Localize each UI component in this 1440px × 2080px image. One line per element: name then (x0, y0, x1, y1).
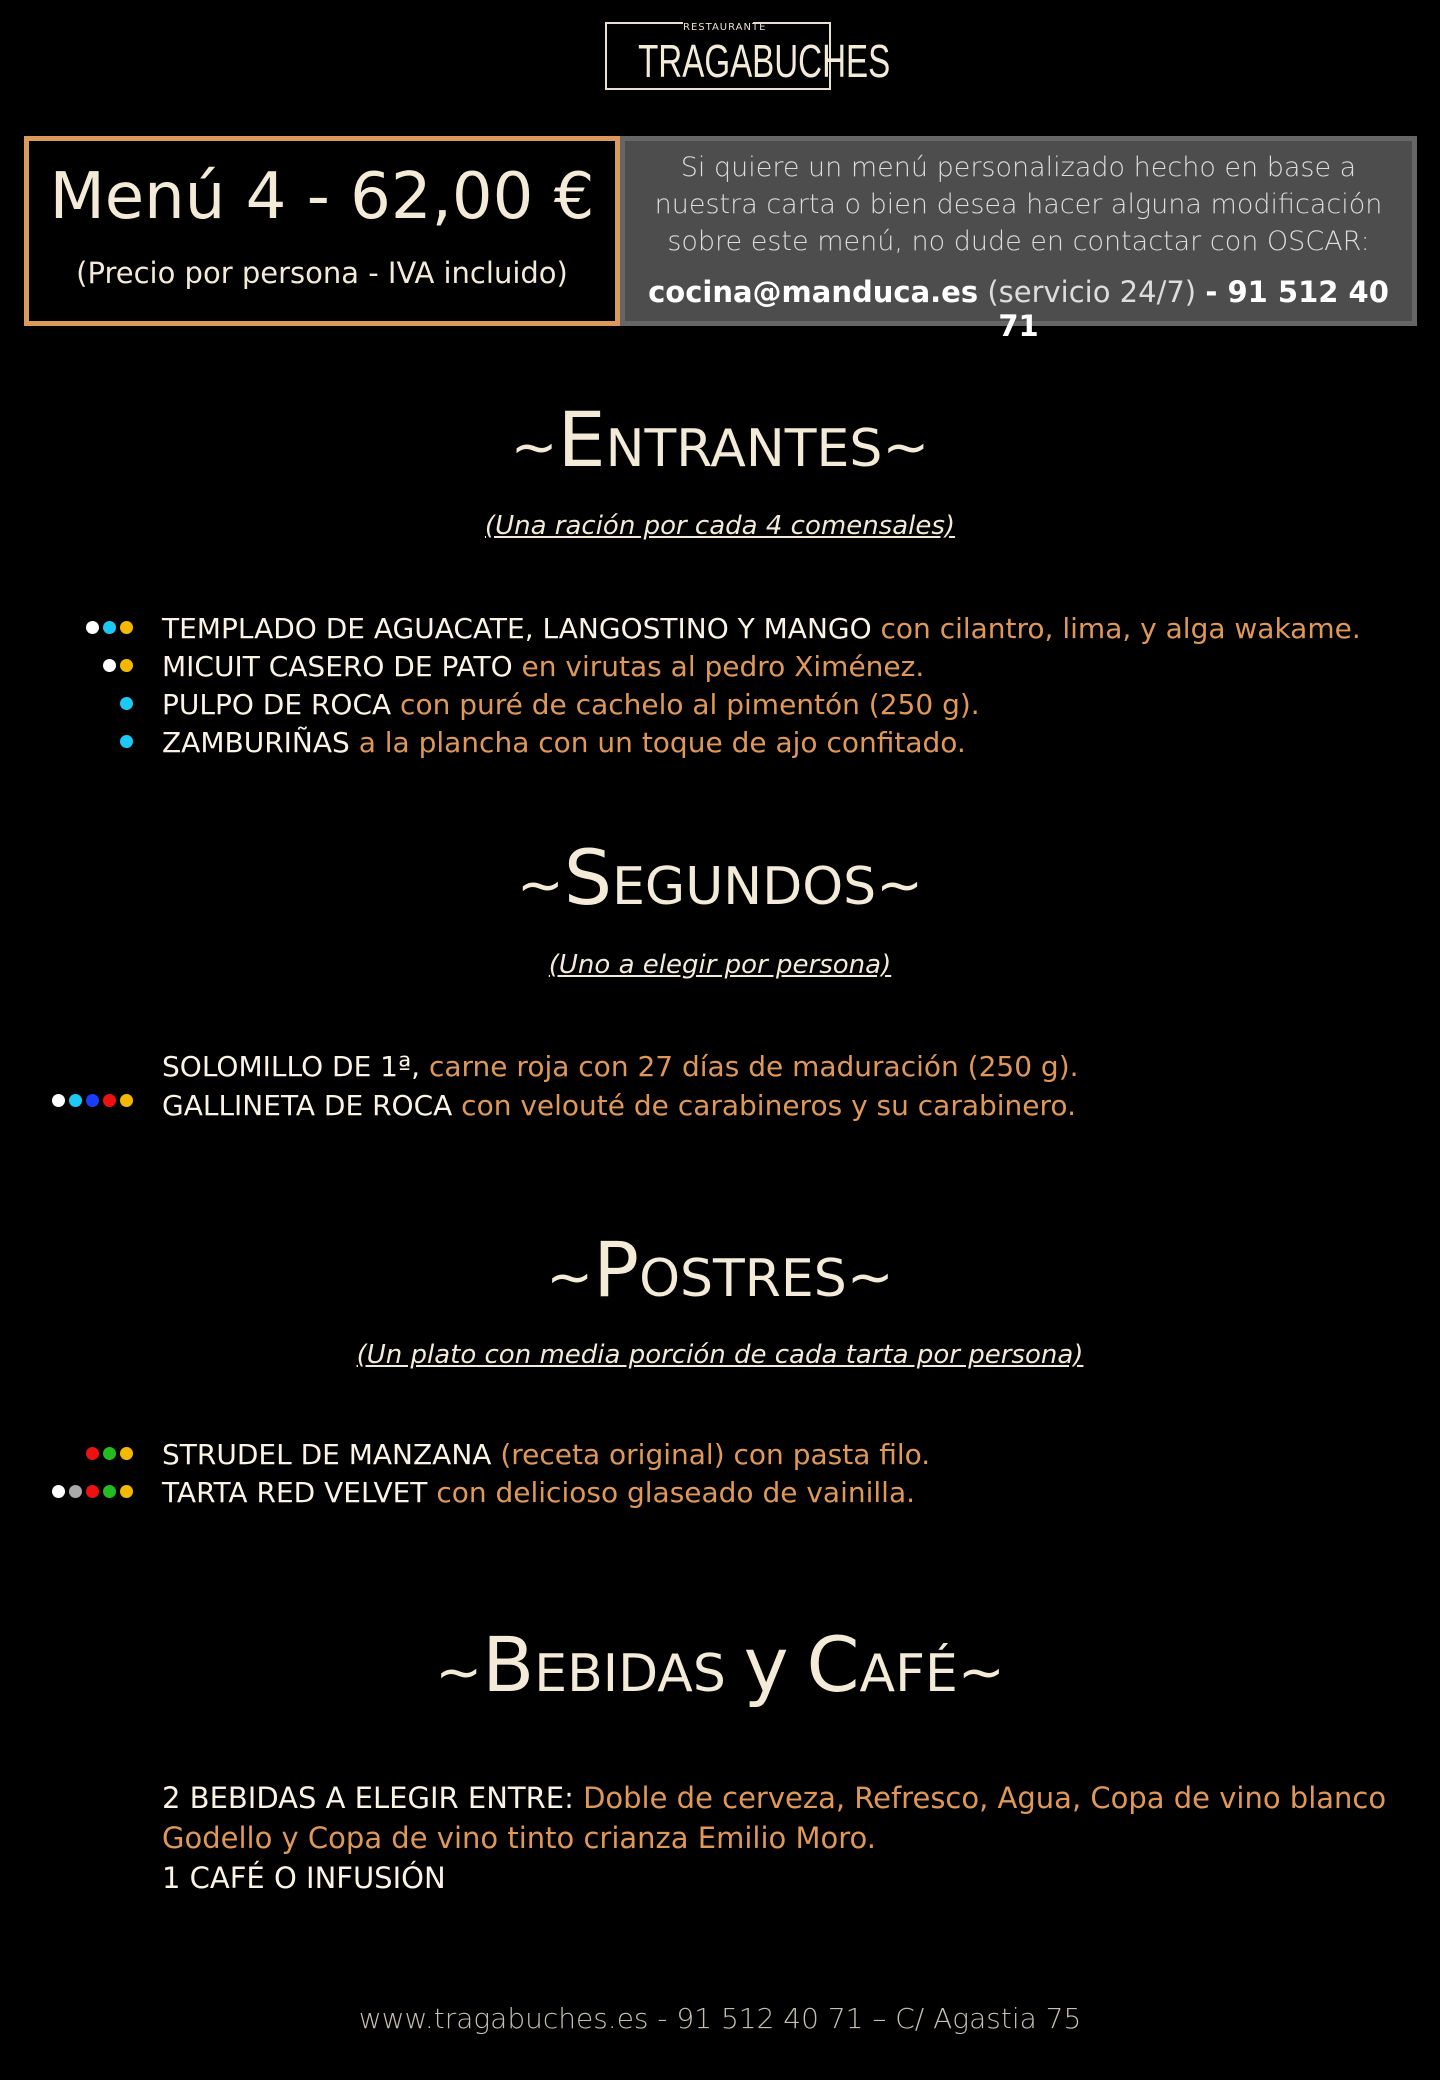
allergen-dot (103, 659, 116, 672)
logo-tagline: RESTAURANTE (683, 22, 767, 33)
menu-item (162, 1048, 1079, 1086)
dish-description: (receta original) con pasta filo. (491, 1438, 931, 1471)
dish-description: a la plancha con un toque de ajo confitado. (349, 726, 966, 759)
allergen-bullets (103, 659, 133, 673)
allergen-dot (120, 1094, 133, 1107)
menu-item (162, 610, 1361, 648)
dish-name: SOLOMILLO DE 1ª, (162, 1050, 421, 1083)
dish-name: TARTA RED VELVET (162, 1476, 428, 1509)
dish-description: con delicioso glaseado de vainilla. (427, 1476, 916, 1509)
restaurant-logo (605, 22, 891, 90)
allergen-dot (52, 1094, 65, 1107)
section-title-entrantes: ~ENTRANTES~ (510, 395, 930, 484)
allergen-dot (86, 1447, 99, 1460)
footer-contact: www.tragabuches.es - 91 512 40 71 – C/ Agastia 75 (358, 2002, 1082, 2035)
allergen-dot (103, 621, 116, 634)
allergen-bullets (120, 735, 133, 749)
section-title-postres: ~POSTRES~ (546, 1225, 894, 1314)
drinks-label: 2 BEBIDAS A ELEGIR ENTRE: (162, 1781, 574, 1815)
drinks-line-1 (162, 1778, 1402, 1858)
section-title-segundos: ~SEGUNDOS~ (516, 833, 924, 922)
allergen-dot (52, 1485, 65, 1498)
allergen-dot (86, 621, 99, 634)
allergen-dot (120, 735, 133, 748)
menu-price-subtitle: (Precio por persona - IVA incluido) (76, 256, 568, 290)
section-title-bebidas: ~BEBIDAS y CAFÉ~ (435, 1620, 1005, 1709)
allergen-dot (120, 1485, 133, 1498)
dish-description: en virutas al pedro Ximénez. (512, 650, 925, 683)
menu-item (162, 1087, 1076, 1125)
contact-box (620, 136, 1417, 343)
allergen-dot (120, 659, 133, 672)
allergen-dot (69, 1485, 82, 1498)
section-subtitle-segundos: (Uno a elegir por persona) (548, 950, 892, 980)
allergen-bullets (120, 697, 133, 711)
section-subtitle-postres: (Un plato con media porción de cada tarta por persona) (356, 1340, 1084, 1370)
dish-name: PULPO DE ROCA (162, 688, 392, 721)
drinks-block (162, 1778, 1402, 1898)
contact-service: (servicio 24/7) (987, 275, 1197, 309)
allergen-dot (120, 621, 133, 634)
coffee-line: 1 CAFÉ O INFUSIÓN (162, 1861, 446, 1895)
allergen-dot (103, 1485, 116, 1498)
drinks-options: Doble de cerveza, Refresco, Agua, Copa de vino blanco Godello y Copa de vino tinto crianza Emilio Moro. (162, 1781, 1387, 1855)
section-subtitle-entrantes: (Una ración por cada 4 comensales) (484, 511, 956, 541)
allergen-dot (86, 1485, 99, 1498)
allergen-dot (120, 1447, 133, 1460)
dish-name: TEMPLADO DE AGUACATE, LANGOSTINO Y MANGO (162, 612, 872, 645)
allergen-dot (69, 1094, 82, 1107)
allergen-bullets (86, 621, 133, 635)
menu-price-title: Menú 4 - 62,00 € (49, 160, 595, 234)
dish-description: con cilantro, lima, y alga wakame. (871, 612, 1361, 645)
logo-wordmark: TRAGABUCHES (638, 35, 891, 87)
allergen-bullets (86, 1447, 133, 1461)
price-box (24, 136, 620, 326)
dish-description: carne roja con 27 días de maduración (250 g). (420, 1050, 1079, 1083)
contact-email-link[interactable]: cocina@manduca.es (648, 275, 979, 309)
menu-item (162, 724, 966, 762)
dish-name: MICUIT CASERO DE PATO (162, 650, 513, 683)
allergen-dot (103, 1447, 116, 1460)
allergen-dot (86, 1094, 99, 1107)
allergen-dot (120, 697, 133, 710)
menu-item (162, 648, 924, 686)
dish-name: GALLINETA DE ROCA (162, 1089, 453, 1122)
dish-description: con puré de cachelo al pimentón (250 g). (391, 688, 980, 721)
allergen-dot (103, 1094, 116, 1107)
dish-name: STRUDEL DE MANZANA (162, 1438, 492, 1471)
contact-line (625, 275, 1412, 343)
dish-name: ZAMBURIÑAS (162, 726, 350, 759)
menu-item (162, 686, 980, 724)
menu-item (162, 1474, 915, 1512)
dish-description: con velouté de carabineros y su carabinero. (452, 1089, 1076, 1122)
allergen-bullets (52, 1485, 133, 1499)
contact-phone[interactable]: - 91 512 40 71 (998, 275, 1389, 343)
contact-message: Si quiere un menú personalizado hecho en base a nuestra carta o bien desea hacer alguna modificación sobre este menú, no dude en contactar con OSCAR: (654, 152, 1383, 257)
allergen-bullets (52, 1094, 133, 1108)
menu-item (162, 1436, 930, 1474)
